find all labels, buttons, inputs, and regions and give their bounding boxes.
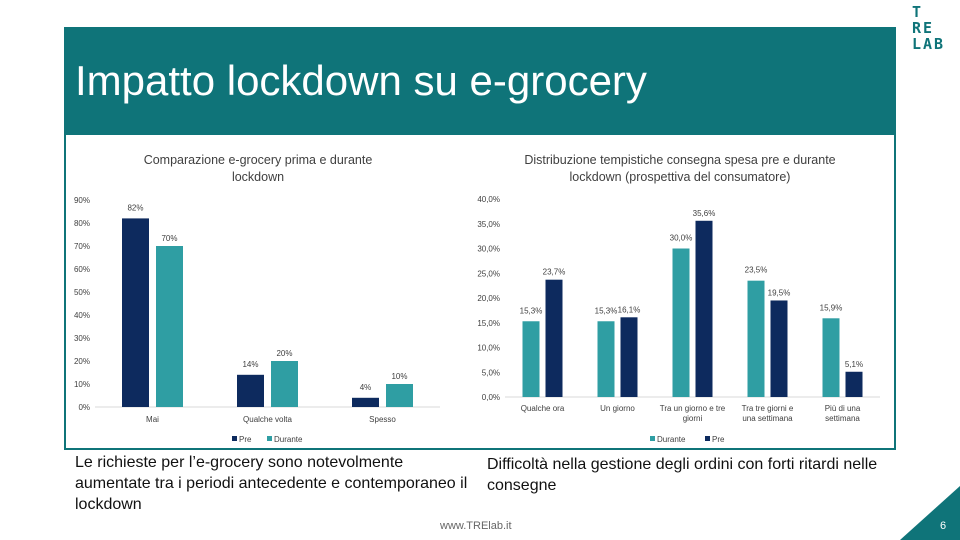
chart2-data-label: 5,1% — [844, 359, 864, 369]
chart1-ytick: 90% — [73, 196, 90, 205]
chart1-ytick: 80% — [73, 219, 90, 228]
chart2-data-label: 23,7% — [542, 267, 566, 277]
trelab-logo — [912, 4, 945, 52]
chart2-category-label: settimana — [825, 414, 860, 423]
chart2-ytick: 15,0% — [477, 318, 500, 328]
footer-url[interactable]: www.TRElab.it — [440, 520, 512, 532]
chart2-legend-label: Pre — [712, 435, 725, 444]
chart1-data-label: 4% — [359, 382, 372, 392]
chart2-ytick: 0,0% — [481, 393, 500, 402]
chart2-data-label: 19,5% — [767, 288, 791, 298]
chart2-category-label: Tra tre giorni e — [741, 404, 794, 413]
chart2-data-label: 16,1% — [617, 305, 641, 315]
chart2-ytick: 40,0% — [477, 195, 500, 204]
chart1-ytick: 40% — [73, 311, 90, 320]
chart1-data-label: 70% — [161, 234, 178, 243]
caption-left: Le richieste per l’e-grocery sono notevolmente aumentate tra i periodi antecedente e contemporaneo il lockdown — [75, 454, 468, 513]
chart1-ytick: 20% — [73, 357, 90, 366]
chart1-data-label: 82% — [127, 203, 144, 213]
chart1-ytick: 50% — [73, 288, 90, 297]
chart2-ytick: 10,0% — [477, 343, 500, 353]
chart2-category-label: Un giorno — [600, 404, 635, 413]
logo-line-1: T — [912, 3, 924, 21]
chart1-ytick: 70% — [73, 242, 90, 251]
chart2-ytick: 20,0% — [477, 294, 500, 303]
chart1-category-label: Qualche volta — [243, 415, 292, 424]
chart2-data-label: 23,5% — [744, 265, 768, 275]
chart1-data-label: 10% — [391, 372, 408, 381]
chart1-ytick: 0% — [78, 403, 90, 412]
chart2-data-label: 15,3% — [519, 306, 543, 316]
chart2-ytick: 25,0% — [477, 269, 500, 279]
chart2-data-label: 35,6% — [692, 208, 716, 218]
chart1-ytick: 60% — [73, 265, 90, 274]
logo-line-3: LAB — [912, 35, 946, 53]
chart1-data-label: 20% — [276, 349, 293, 358]
chart1-legend-label: Pre — [239, 435, 252, 444]
chart2-ytick: 35,0% — [477, 219, 500, 229]
chart1-title: Comparazione e-grocery prima e durante lockdown — [143, 153, 373, 184]
chart2-data-label: 30,0% — [669, 233, 693, 243]
chart2-ytick: 5,0% — [481, 368, 500, 378]
chart2-category-label: giorni — [682, 414, 703, 423]
page-number: 6 — [940, 520, 947, 532]
chart1-legend-label: Durante — [274, 435, 303, 444]
chart2-category-label: Tra un giorno e tre — [659, 404, 726, 413]
chart1-ytick: 30% — [73, 334, 90, 343]
chart2-ytick: 30,0% — [477, 244, 500, 254]
chart1-ytick: 10% — [73, 380, 90, 389]
chart2-data-label: 15,9% — [819, 303, 843, 313]
chart2-data-label: 15,3% — [594, 306, 618, 316]
chart1-category-label: Spesso — [369, 415, 396, 424]
chart1-category-label: Mai — [146, 415, 159, 424]
corner-decoration — [900, 486, 960, 540]
logo-line-2: RE — [912, 19, 935, 37]
chart1-data-label: 14% — [242, 359, 259, 369]
caption-right: Difficoltà nella gestione degli ordini con forti ritardi nelle consegne — [487, 456, 878, 494]
slide-title: Impatto lockdown su e-grocery — [75, 57, 647, 104]
chart2-title: Distribuzione tempistiche consegna spesa pre e durante lockdown (prospettiva del consumatore) — [524, 153, 836, 184]
chart2-category-label: Qualche ora — [520, 404, 565, 413]
chart2-category-label: una settimana — [742, 414, 793, 423]
chart2-category-label: Più di una — [824, 404, 861, 413]
chart2-legend-label: Durante — [657, 435, 686, 444]
